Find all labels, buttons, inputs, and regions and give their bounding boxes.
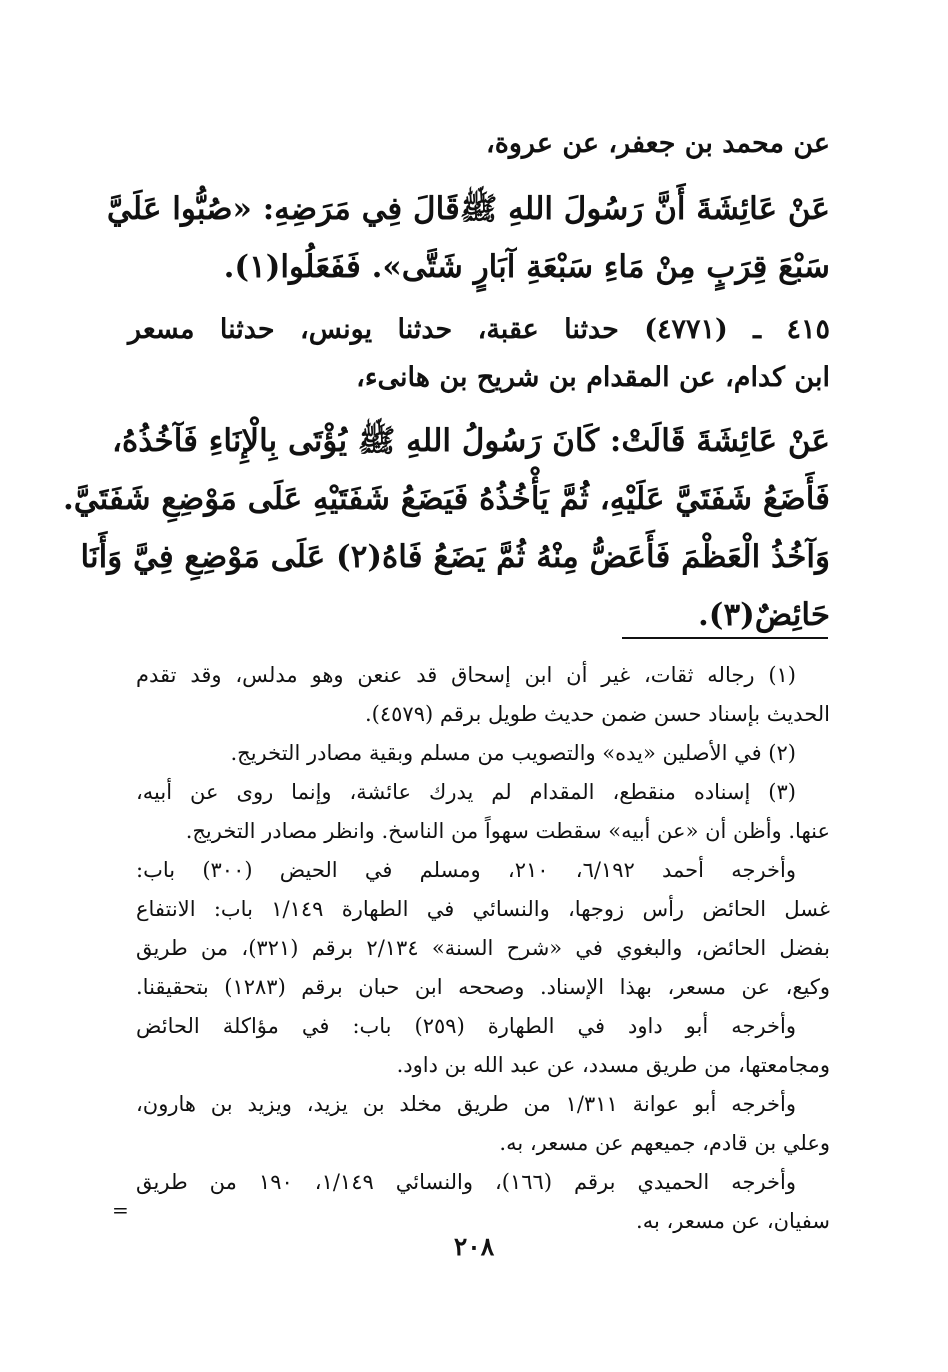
hadith-2 bbox=[62, 412, 830, 644]
hadith-line: عَنْ عَائِشَةَ قَالَتْ: كَانَ رَسُولُ اللهِ ﷺ يُؤْتَى بِالْإِنَاءِ فَآخُذُهُ، bbox=[112, 423, 830, 459]
hadith-line: سَبْعَ قِرَبٍ مِنْ مَاءِ سَبْعَةِ آبَارٍ شَتَّى». فَفَعَلُوا(١). bbox=[223, 249, 830, 285]
page-number: ٢٠٨ bbox=[453, 1232, 495, 1261]
isnad-line: ابن كدام، عن المقدام بن شريح بن هانىء، bbox=[356, 362, 830, 393]
footnotes bbox=[136, 656, 830, 1241]
footnote-line: (٣) إسناده منقطع، المقدام لم يدرك عائشة، وإنما روى عن أبيه، bbox=[136, 780, 796, 804]
hadith-line: حَائِضٌ(٣). bbox=[697, 597, 830, 633]
footnote-line: بفضل الحائض، والبغوي في «شرح السنة» ٢/١٣٤ برقم (٣٢١)، من طريق bbox=[136, 936, 830, 960]
footnote-separator bbox=[622, 637, 828, 639]
hadith-line: فَأَضَعُ شَفَتَيَّ عَلَيْهِ، ثُمَّ يَأْخُذُهُ فَيَضَعُ شَفَتَيْهِ عَلَى مَوْضِعِ شَفَتَيَّ. bbox=[62, 481, 830, 517]
narrator-line: عن محمد بن جعفر، عن عروة، bbox=[486, 128, 830, 159]
hadith-line: عَنْ عَائِشَةَ أَنَّ رَسُولَ اللهِ ﷺقَالَ فِي مَرَضِهِ: «صُبُّوا عَلَيَّ bbox=[106, 191, 830, 227]
footnote-line: وأخرجه أحمد ٦/١٩٢، ٢١٠، ومسلم في الحيض (٣٠٠) باب: bbox=[136, 858, 796, 882]
footnote-line: وكيع، عن مسعر، بهذا الإسناد. وصححه ابن حبان برقم (١٢٨٣) بتحقيقنا. bbox=[136, 975, 830, 999]
footnote-line: وأخرجه أبو عوانة ١/٣١١ من طريق مخلد بن يزيد، ويزيد بن هارون، bbox=[136, 1092, 796, 1116]
footnote-line: وأخرجه أبو داود في الطهارة (٢٥٩) باب: في مؤاكلة الحائض bbox=[136, 1014, 796, 1038]
footnote-line: غسل الحائض رأس زوجها، والنسائي في الطهارة ١/١٤٩ باب: الانتفاع bbox=[136, 897, 831, 921]
main-text bbox=[62, 118, 830, 644]
footnote-line: ومجامعتها، من طريق مسدد، عن عبد الله بن داود. bbox=[396, 1053, 830, 1077]
footnote-line: وعلي بن قادم، جميعهم عن مسعر، به. bbox=[499, 1131, 830, 1155]
footnote-line: سفيان، عن مسعر، به. bbox=[636, 1209, 830, 1233]
continuation-mark: = bbox=[112, 1198, 129, 1222]
hadith-line: وَآخُذُ الْعَظْمَ فَأَعَضُّ مِنْهُ ثُمَّ يَضَعُ فَاهُ(٢) عَلَى مَوْضِعِ فِيَّ وَأَنَا bbox=[80, 539, 830, 575]
footnote-line: وأخرجه الحميدي برقم (١٦٦)، والنسائي ١/١٤٩، ١٩٠ من طريق bbox=[136, 1170, 797, 1194]
footnote-line: (١) رجاله ثقات، غير أن ابن إسحاق قد عنعن وهو مدلس، وقد تقدم bbox=[136, 663, 796, 687]
footnote-line: الحديث بإسناد حسن ضمن حديث طويل برقم (٤٥٧٩). bbox=[364, 702, 830, 726]
isnad-line: ٤١٥ ـ (٤٧٧١) حدثنا عقبة، حدثنا يونس، حدثنا مسعر bbox=[128, 314, 830, 345]
footnote-line: (٢) في الأصلين «يده» والتصويب من مسلم وبقية مصادر التخريج. bbox=[230, 741, 796, 765]
footnote-line: عنها. وأظن أن «عن أبيه» سقطت سهواً من الناسخ. وانظر مصادر التخريج. bbox=[185, 819, 830, 843]
hadith-1 bbox=[106, 180, 830, 296]
isnad-415 bbox=[128, 306, 830, 402]
